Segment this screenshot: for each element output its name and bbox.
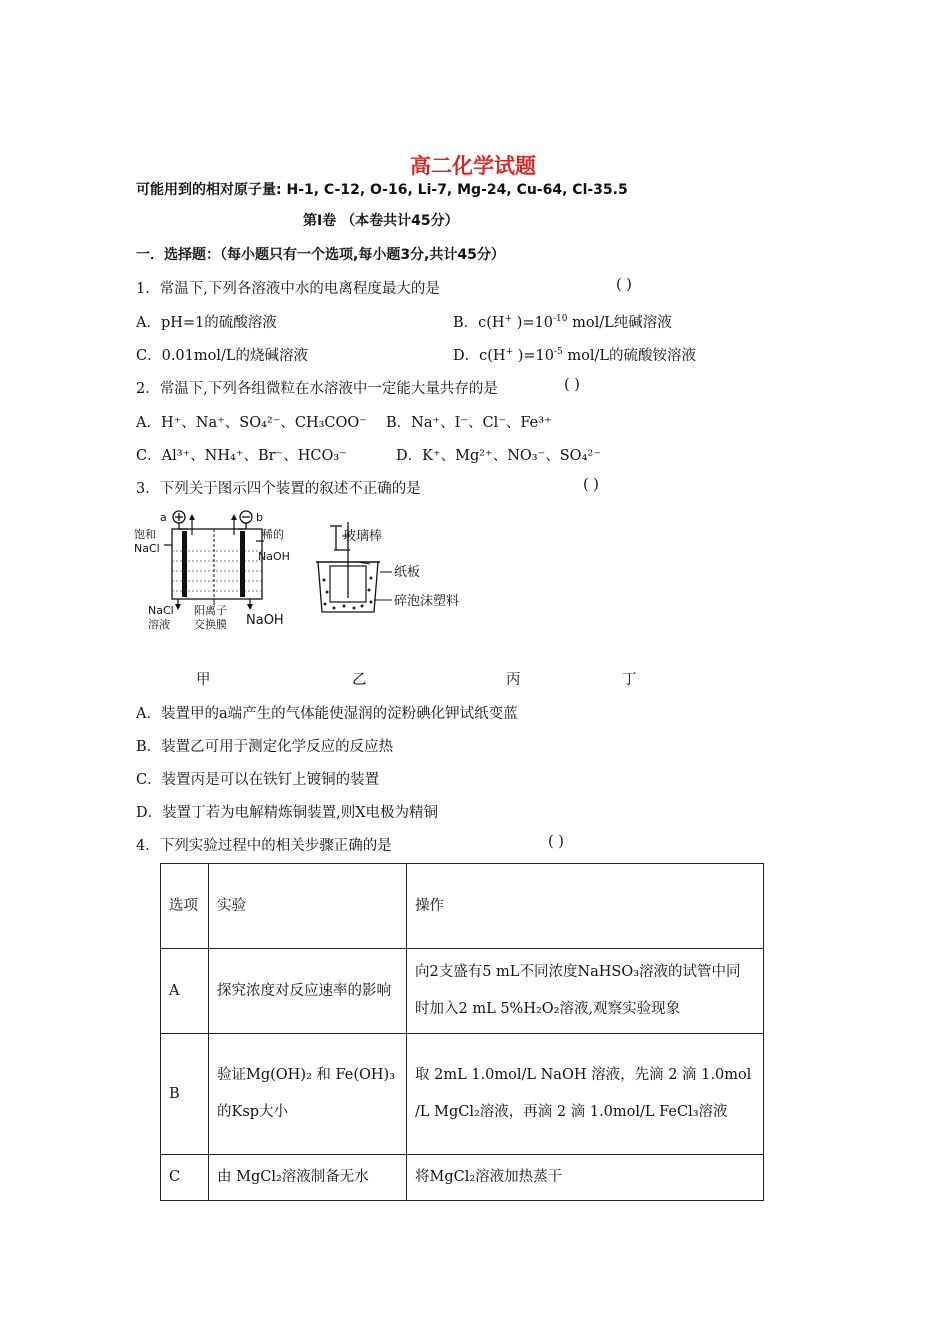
- row-option: A: [161, 949, 209, 1034]
- calorimeter-figure: [310, 520, 460, 620]
- row-operation: 将MgCl₂溶液加热蒸干: [407, 1155, 764, 1201]
- q1-option-a: A．pH=1的硫酸溶液: [136, 315, 277, 331]
- q1-blank: ( ): [616, 277, 632, 293]
- row-experiment: 探究浓度对反应速率的影响: [209, 949, 407, 1034]
- membrane-label-2: 交换膜: [194, 618, 227, 631]
- row-option: C: [161, 1155, 209, 1201]
- row-experiment: 由 MgCl₂溶液制备无水: [209, 1155, 407, 1201]
- q3-stem: 3．下列关于图示四个装置的叙述不正确的是: [136, 481, 421, 497]
- volume-title: 第Ⅰ卷 （本卷共计45分）: [303, 213, 459, 229]
- q2-stem: 2．常温下,下列各组微粒在水溶液中一定能大量共存的是: [136, 381, 498, 397]
- naoh-output-label: NaOH: [246, 613, 284, 628]
- nacl-solution-label-1: NaCl: [148, 604, 174, 617]
- figure-label-bing: 丙: [506, 672, 521, 688]
- row-operation: 取 2mL 1.0mol/L NaOH 溶液，先滴 2 滴 1.0mol /L MgCl₂溶液，再滴 2 滴 1.0mol/L FeCl₃溶液: [407, 1034, 764, 1155]
- q3-option-c: C．装置丙是可以在铁钉上镀铜的装置: [136, 772, 380, 788]
- q4-blank: ( ): [548, 834, 564, 850]
- q4-table: [160, 863, 764, 1201]
- q3-option-b: B．装置乙可用于测定化学反应的反应热: [136, 739, 394, 755]
- q1-stem: 1．常温下,下列各溶液中水的电离程度最大的是: [136, 281, 440, 297]
- table-row: [161, 1155, 764, 1201]
- header-experiment: 实验: [209, 864, 407, 949]
- q2-option-a: A．H⁺、Na⁺、SO₄²⁻、CH₃COO⁻: [136, 415, 367, 431]
- row-operation: 向2支盛有5 mL不同浓度NaHSO₃溶液的试管中同时加入2 mL 5%H₂O₂溶液,观察实验现象: [407, 949, 764, 1034]
- dilute-label-2: NaOH: [258, 550, 290, 563]
- header-operation: 操作: [407, 864, 764, 949]
- atomic-masses: 可能用到的相对原子量: H-1, C-12, O-16, Li-7, Mg-24, Cu-64, Cl-35.5: [136, 182, 628, 198]
- table-row: [161, 949, 764, 1034]
- figure-label-ding: 丁: [622, 672, 637, 688]
- electrolysis-cell-figure: [130, 505, 300, 635]
- cardboard-label: 纸板: [394, 565, 421, 580]
- q2-option-c: C．Al³⁺、NH₄⁺、Br⁻、HCO₃⁻: [136, 448, 347, 464]
- nacl-solution-label-2: 溶液: [148, 618, 170, 631]
- figure-label-jia: 甲: [196, 672, 211, 688]
- q4-stem: 4．下列实验过程中的相关步骤正确的是: [136, 838, 392, 854]
- q2-option-d: D．K⁺、Mg²⁺、NO₃⁻、SO₄²⁻: [396, 448, 601, 464]
- table-row: [161, 1034, 764, 1155]
- section-title: 一．选择题：（每小题只有一个选项,每小题3分,共计45分）: [136, 247, 505, 263]
- table-header-row: [161, 864, 764, 949]
- q1-option-b: B．c(H+ )$=10^{-10}$ mol/L纯碱溶液: [453, 314, 672, 331]
- q2-option-b: B．Na⁺、I⁻、Cl⁻、Fe³⁺: [386, 415, 552, 431]
- page-title: 高二化学试题: [410, 154, 536, 178]
- q2-blank: ( ): [564, 377, 580, 393]
- saturated-label-1: 饱和: [134, 528, 156, 541]
- figure-label-yi: 乙: [352, 672, 367, 688]
- dilute-label-1: 稀的: [262, 528, 284, 541]
- row-option: B: [161, 1034, 209, 1155]
- foam-label: 碎泡沫塑料: [394, 594, 460, 609]
- header-option: 选项: [161, 864, 209, 949]
- q3-option-d: D．装置丁若为电解精炼铜装置,则X电极为精铜: [136, 805, 439, 821]
- q3-blank: ( ): [583, 477, 599, 493]
- q3-option-a: A．装置甲的a端产生的气体能使湿润的淀粉碘化钾试纸变蓝: [136, 706, 518, 722]
- electrode-a-label: a: [160, 511, 167, 524]
- electrode-b-label: b: [256, 511, 263, 524]
- row-experiment: 验证Mg(OH)₂ 和 Fe(OH)₃的Ksp大小: [209, 1034, 407, 1155]
- membrane-label-1: 阳离子: [194, 604, 227, 617]
- saturated-label-2: NaCl: [134, 542, 160, 555]
- q1-option-c: C．0.01mol/L的烧碱溶液: [136, 348, 309, 364]
- q1-option-d: D．c(H+ )$=10^{-5}$ mol/L的硫酸铵溶液: [453, 347, 697, 364]
- glass-rod-label: 玻璃棒: [343, 529, 383, 544]
